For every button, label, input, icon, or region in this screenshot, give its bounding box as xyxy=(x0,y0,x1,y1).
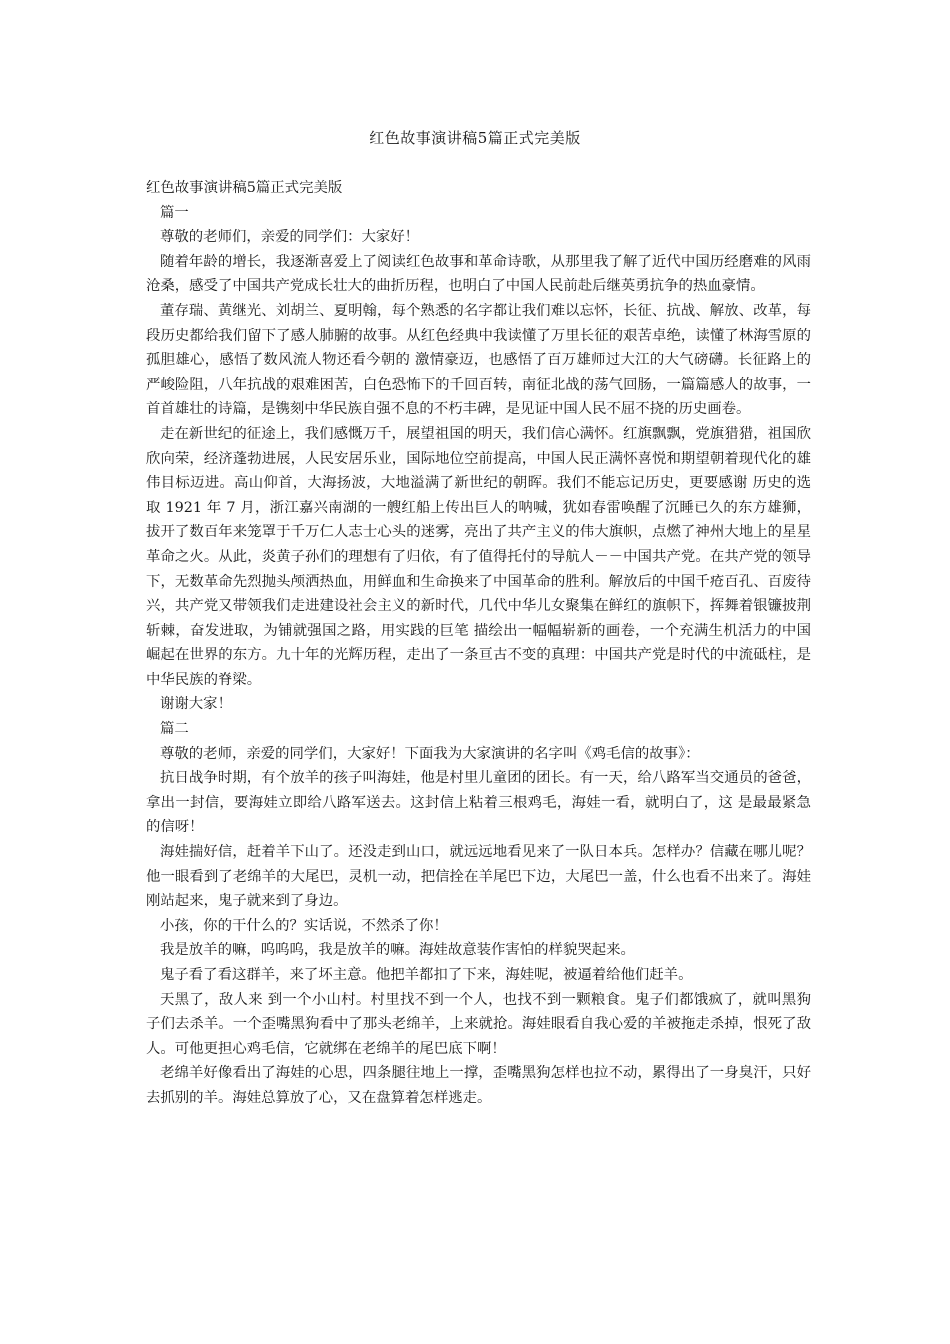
document-subtitle: 红色故事演讲稿5篇正式完美版 xyxy=(146,180,343,196)
paragraph: 小孩，你的干什么的？实话说，不然杀了你！ xyxy=(160,917,448,934)
paragraph: 海娃揣好信，赶着羊下山了。还没走到山口，就远远地看见来了一队日本兵。怎样办？信藏在哪儿呢？他一眼看到了老绵羊的大尾巴，灵机一动，把信拴在羊尾巴下边，大尾巴一盖，什么也看不出来了。海娃刚站起来，鬼子就来到了身边。 xyxy=(146,844,811,910)
paragraph: 我是放羊的嘛，呜呜呜，我是放羊的嘛。海娃故意装作害怕的样貌哭起来。 xyxy=(160,942,635,959)
document-body xyxy=(146,176,811,1111)
paragraph: 随着年龄的增长，我逐渐喜爱上了阅读红色故事和革命诗歌，从那里我了解了近代中国历经磨难的风雨沧桑，感受了中国共产党成长壮大的曲折历程，也明白了中国人民前赴后继英勇抗争的热血豪情。 xyxy=(146,253,811,295)
section-heading-1: 篇一 xyxy=(160,204,189,221)
paragraph: 尊敬的老师们，亲爱的同学们：大家好！ xyxy=(160,229,420,246)
paragraph: 尊敬的老师，亲爱的同学们，大家好！下面我为大家演讲的名字叫《鸡毛信的故事》： xyxy=(160,745,700,762)
paragraph: 抗日战争时期，有个放羊的孩子叫海娃，他是村里儿童团的团长。有一天，给八路军当交通员的爸爸，拿出一封信，要海娃立即给八路军送去。这封信上粘着三根鸡毛，海娃一看，就明白了，这 是最最紧急的信呀！ xyxy=(146,770,811,836)
document-title: 红色故事演讲稿5篇正式完美版 xyxy=(369,129,581,147)
paragraph: 鬼子看了看这群羊，来了坏主意。他把羊都扣了下来，海娃呢，被逼着给他们赶羊。 xyxy=(160,967,693,983)
section-heading-2: 篇二 xyxy=(160,721,189,738)
paragraph: 谢谢大家！ xyxy=(160,696,232,713)
paragraph: 天黑了，敌人来 到一个小山村。村里找不到一个人，也找不到一颗粮食。鬼子们都饿疯了，就叫黑狗子们去杀羊。一个歪嘴黑狗看中了那头老绵羊，上来就抢。海娃眼看自我心爱的羊被拖走杀掉，恨死了敌人。可他更担心鸡毛信，它就绑在老绵羊的尾巴底下啊！ xyxy=(146,991,811,1057)
paragraph: 老绵羊好像看出了海娃的心思，四条腿往地上一撑，歪嘴黑狗怎样也拉不动，累得出了一身臭汗，只好去抓别的羊。海娃总算放了心，又在盘算着怎样逃走。 xyxy=(146,1065,811,1106)
paragraph: 走在新世纪的征途上，我们感慨万千，展望祖国的明天，我们信心满怀。红旗飘飘，党旗猎猎，祖国欣欣向荣，经济蓬勃进展，人民安居乐业，国际地位空前提高，中国人民正满怀喜悦和期望朝着现代化的雄伟目标迈进。高山仰首，大海扬波，大地溢满了新世纪的朝晖。我们不能忘记历史，更要感谢 历史的选取 1921 年 7 月，浙江嘉兴南湖的一艘红船上传出巨人的呐喊，犹如春雷唤醒了沉睡已久的东方雄狮，拔开了数百年来笼罩于千万仁人志士心头的迷雾，亮出了共产主义的伟大旗帜，点燃了神州大地上的星星革命之火。从此，炎黄子孙们的理想有了归依，有了值得托付的导航人－－中国共产党。在共产党的领导下，无数革命先烈抛头颅洒热血，用鲜血和生命换来了中国革命的胜利。解放后的中国千疮百孔、百废待兴，共产党又带领我们走进建设社会主义的新时代，几代中华儿女聚集在鲜红的旗帜下，挥舞着银镰披荆斩棘，奋发进取，为铺就强国之路，用实践的巨笔 描绘出一幅幅崭新的画卷，一个充满生机活力的中国崛起在世界的东方。九十年的光辉历程，走出了一条亘古不变的真理：中国共产党是时代的中流砥柱，是中华民族的脊梁。 xyxy=(146,425,811,688)
paragraph: 董存瑞、黄继光、刘胡兰、夏明翰，每个熟悉的名字都让我们难以忘怀，长征、抗战、解放、改革，每段历史都给我们留下了感人肺腑的故事。从红色经典中我读懂了万里长征的艰苦卓绝，读懂了林海雪原的孤胆雄心，感悟了数风流人物还看今朝的 激情豪迈，也感悟了百万雄师过大江的大气磅礴。长征路上的严峻险阻，八年抗战的艰难困苦，白色恐怖下的千回百转，南征北战的荡气回肠，一篇篇感人的故事，一首首雄壮的诗篇，是镌刻中华民族自强不息的不朽丰碑，是见证中国人民不屈不挠的历史画卷。 xyxy=(146,302,811,418)
